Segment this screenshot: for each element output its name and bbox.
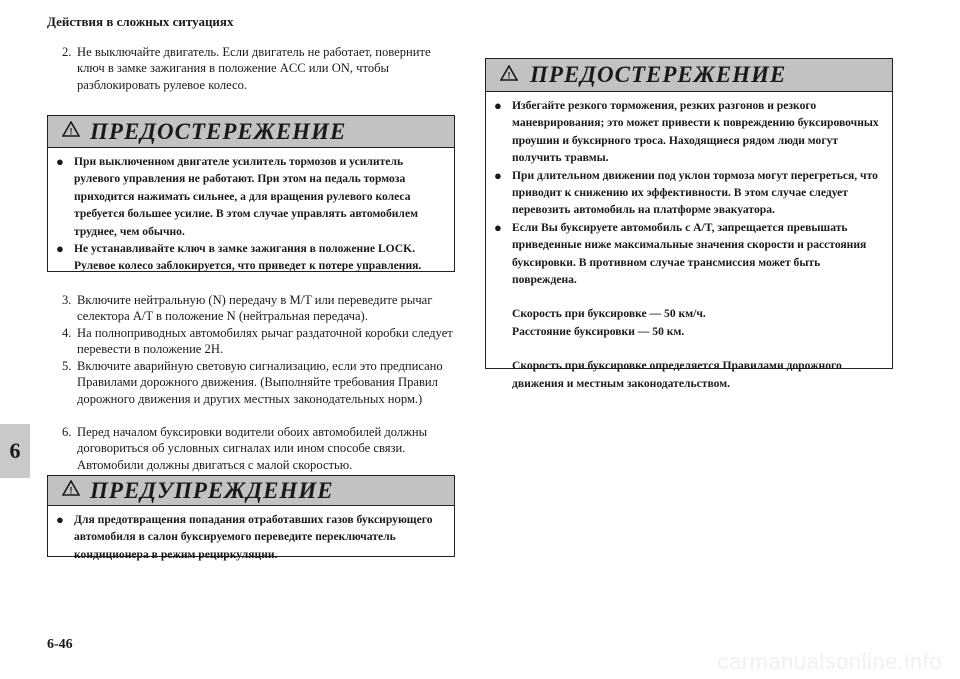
bullet-dot-icon: ● [56, 512, 64, 527]
bullet-dot-icon: ● [494, 167, 502, 183]
bullet-dot-icon: ● [56, 241, 64, 257]
list-item-text: Не устанавливайте ключ в замке зажигания в положение LOCK. Рулевое колесо заблокируется, что приведет к потере управления. [74, 242, 422, 273]
step-text: Перед началом буксировки водители обоих автомобилей должны договориться об условных сигналах или ином способе связи. Автомобили должны двигаться с малой скоростью. [77, 425, 428, 472]
warning-triangle-icon [62, 121, 80, 142]
caution-body [486, 92, 892, 398]
spacer [494, 340, 884, 357]
spacer [494, 288, 884, 305]
warning-body [48, 506, 454, 569]
warning-triangle-icon [62, 480, 80, 501]
svg-text:!: ! [69, 485, 73, 496]
page-number: 6-46 [47, 637, 73, 652]
step-text: На полноприводных автомобилях рычаг раздаточной коробки следует перевести в положение 2H. [77, 326, 453, 357]
list-item-text: При длительном движении под уклон тормоза могут перегреться, что приводит к снижению их эффективности. В этом случае следует перевозить автомобиль на платформе эвакуатора. [512, 168, 878, 217]
step-text: Включите аварийную световую сигнализацию, если это предписано Правилами дорожного движения. (Выполняйте требования Правил дорожного движения и других местных законодательных норм.) [77, 359, 443, 406]
list-item [494, 97, 884, 167]
warning-box [47, 475, 455, 561]
list-item-text: Если Вы буксируете автомобиль с A/T, запрещается превышать приведенные ниже максимальные значения скорости и расстояния буксировки. В противном случае трансмиссия может быть повреждена. [512, 220, 867, 287]
bullet-dot-icon: ● [56, 154, 64, 169]
warning-box-header [48, 476, 454, 506]
caution-title: ПРЕДОСТЕРЕЖЕНИЕ [90, 118, 347, 144]
list-item-text: При выключенном двигателе усилитель тормозов и усилитель рулевого управления не работают. При этом на педаль тормоза приходится нажимать сильнее, а для вращения рулевого колеса требуется большее усилие. В этом случае управлять автомобилем труднее, чем обычно. [74, 155, 418, 238]
caution-box-left [47, 115, 455, 272]
step-5 [62, 358, 454, 407]
svg-text:!: ! [507, 70, 511, 80]
list-item-text: Избегайте резкого торможения, резких разгонов и резкого маневрирования; это может привести к повреждению буксировочных проушин и буксирного троса. Находящиеся рядом люди могут получить травмы. [512, 99, 879, 165]
step-3 [62, 292, 454, 325]
caution-body [48, 148, 454, 281]
caution-box-right [485, 58, 893, 390]
step-number: 3. [62, 293, 72, 307]
list-item [56, 153, 446, 240]
warning-triangle-icon [500, 65, 518, 86]
towing-speed-note: Скорость при буксировке — 50 км/ч. [512, 307, 706, 321]
list-item [494, 167, 884, 219]
list-item [56, 240, 446, 275]
bullet-dot-icon: ● [494, 219, 502, 235]
step-number: 4. [62, 326, 72, 340]
list-item [56, 511, 446, 563]
step-text: Не выключайте двигатель. Если двигатель не работает, поверните ключ в замке зажигания в положение ACC или ON, чтобы разблокировать рулевое колесо. [77, 45, 431, 92]
running-header: Действия в сложных ситуациях [47, 14, 234, 29]
list-item [494, 219, 884, 289]
warning-title: ПРЕДУПРЕЖДЕНИЕ [90, 477, 334, 503]
step-number: 2. [62, 45, 72, 59]
towing-rules-note: Скорость при буксировке определяется Правилами дорожного движения и местным законодательством. [512, 359, 842, 390]
watermark: carmanualsonline.info [717, 649, 942, 674]
list-item-text: Для предотвращения попадания отработавших газов буксирующего автомобиля в салон буксируемого переведите переключатель кондиционера в режим рециркуляции. [74, 513, 433, 561]
bullet-dot-icon: ● [494, 98, 502, 113]
step-4 [62, 325, 454, 358]
caution-box-header [48, 116, 454, 148]
step-number: 5. [62, 359, 72, 373]
svg-text:!: ! [69, 126, 73, 137]
towing-distance-note: Расстояние буксировки — 50 км. [512, 324, 685, 338]
caution-title: ПРЕДОСТЕРЕЖЕНИЕ [530, 62, 787, 87]
step-text: Включите нейтральную (N) передачу в M/T или переведите рычаг селектора A/T в положение N (нейтральная передача). [77, 293, 433, 324]
step-2 [62, 44, 454, 93]
chapter-tab: 6 [0, 424, 30, 478]
caution-box-header [486, 59, 892, 92]
step-number: 6. [62, 425, 72, 439]
step-6 [62, 424, 454, 473]
